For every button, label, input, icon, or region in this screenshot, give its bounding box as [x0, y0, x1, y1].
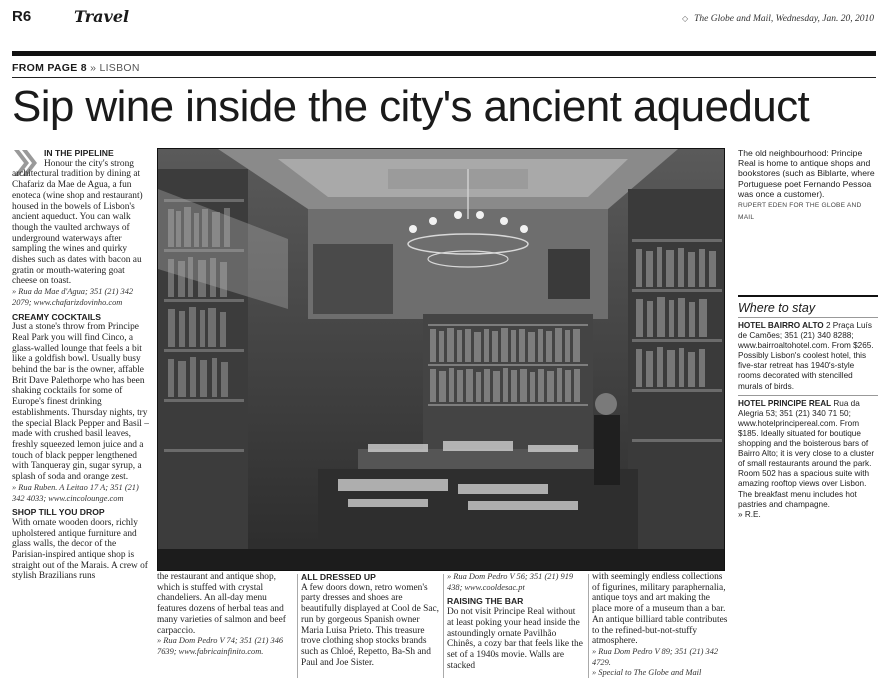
info-cinco: » Rua Ruben. A Leitao 17 A; 351 (21) 342 4033; www.cincolounge.com — [12, 482, 139, 503]
info-cool-de-sac: » Rua Dom Pedro V 56; 351 (21) 919 438; www.cooldesac.pt — [447, 572, 574, 592]
kicker-from: FROM PAGE 8 — [12, 62, 87, 74]
where-to-stay-title: Where to stay — [738, 301, 816, 315]
article-column-4 — [447, 572, 584, 680]
paragraph-bar: Do not visit Principe Real without at least poking your head inside the astoundingly ornate Pavilhão Chinês, a cozy bar that feels like the set of a 1940s movie. Walls are stacked — [447, 607, 583, 671]
subhead-in-the-pipeline: IN THE PIPELINE — [44, 148, 114, 158]
info-fabrica: » Rua Dom Pedro V 74; 351 (21) 346 7639; www.fabricainfinito.com. — [157, 636, 284, 656]
column-divider — [588, 574, 589, 678]
info-pavilhao: » Rua Dom Pedro V 89; 351 (21) 342 4729. — [592, 646, 719, 667]
section-name: Travel — [74, 7, 130, 26]
where-to-stay-column — [738, 317, 878, 679]
article-column-3 — [301, 572, 440, 680]
article-column-2 — [157, 572, 293, 680]
masthead-text: The Globe and Mail, Wednesday, Jan. 20, 2010 — [694, 14, 874, 24]
info-chafariz: » Rua da Mae d'Agua; 351 (21) 342 2079; www.chafarizdovinho.com — [12, 287, 134, 307]
paragraph-shop: With ornate wooden doors, richly upholstered antique furniture and glass walls, the decor of the Parisian-inspired antique shop is straight out of the Marais. A crew of stylish Brazilians runs — [12, 517, 148, 582]
where-to-stay-rule — [738, 295, 878, 297]
paragraph-cocktails: Just a stone's throw from Principe Real Park you will find Cinco, a glass-walled lounge that feels a bit like a goldfish bowl. Usually busy behind the bar is the owner, affable Brit Dave Palethorpe who has been shaking cocktails for some of Europe's finest drinking establishments. Thursday nights, try the special Black Pepper and Basil – made with crushed basil leaves, freshly squeezed lemon juice and a touch of black pepper lengthened with Tanqueray gin, sugar syrup, a splash of soda and orange zest. — [12, 322, 149, 483]
article-signoff: » Special to The Globe and Mail — [592, 668, 702, 678]
subhead-all-dressed-up: ALL DRESSED UP — [301, 572, 376, 582]
kicker-rule — [12, 77, 876, 78]
subhead-creamy-cocktails: CREAMY COCKTAILS — [12, 311, 101, 322]
caption-text: The old neighbourhood: Principe Real is home to antique shops and bookstores (such as Biblarte, where Portuguese poet Fernando Pessoa was once a customer). — [738, 148, 875, 199]
headline: Sip wine inside the city's ancient aqueduct — [12, 82, 810, 131]
hotel-name: HOTEL BAIRRO ALTO — [738, 321, 824, 330]
paragraph-dresses: A few doors down, retro women's party dresses and shoes are beautifully displayed at Cool de Sac, run by gorgeous Spanish owner Maria Luisa Prieto. This treasure trove clothing shop stocks brands such as Chloé, Repetto, Ba-Sh and Paul and Joe Sister. — [301, 582, 439, 668]
page-number: R6 — [12, 8, 32, 25]
hotel-details: 2 Praça Luís de Camões; 351 (21) 340 8288; www.bairroaltohotel.com. From $265. Possibly Lisbon's coolest hotel, this five-star retreat has 1940's-style rooms decorated with stencilled murals of birds. — [738, 321, 874, 391]
hotel-name: HOTEL PRINCIPE REAL — [738, 398, 832, 408]
divider — [738, 317, 878, 318]
paragraph-antique-shop: the restaurant and antique shop, which is stuffed with crystal chandeliers. An all-day menu features dozens of herbal teas and many varieties of salmon and beef carpaccio. — [157, 572, 286, 636]
photo-caption — [738, 148, 878, 223]
bookshop-illustration — [158, 149, 725, 571]
hotel-details: Rua da Alegria 53; 351 (21) 340 71 50; www.hotelprincipereal.com. From $185. Ideally situated for boutique shopping and the boisterous bars of Bairro Alto; it is very close to a cluster of small restaurants around the park. Room 502 has a spacious suite with amazing rooftop views over Lisbon. The breakfast menu includes hot pastries and champagne. — [738, 398, 875, 509]
kicker-place: » LISBON — [86, 62, 140, 74]
bullet-icon: ◇ — [681, 14, 689, 23]
kicker — [12, 62, 140, 74]
paragraph-pipeline: Honour the city's strong architectural tradition by dining at Chafariz da Mae de Agua, a fun enoteca (wine shop and restaurant) housed in the bowels of Lisbon's ancient aqueduct. You can walk though the vaulted archways of underground waterways after sampling the wines and quirky dishes such as dates with bacon au gratin or mouth-watering goat cheese on toast. — [12, 158, 143, 287]
subhead-shop-till-you-drop: SHOP TILL YOU DROP — [12, 507, 105, 518]
paragraph-collections: with seemingly endless collections of figurines, military paraphernalia, antique toys and art making the place more of a museum than a bar. An antique billiard table contributes to the refined-but-not-stuffy atmosphere. — [592, 572, 728, 647]
subhead-raising-the-bar: RAISING THE BAR — [447, 596, 524, 607]
hotel-bairro-alto — [738, 321, 878, 392]
bookshop-photo — [157, 148, 725, 571]
masthead — [682, 14, 874, 24]
byline-initials: » R.E. — [738, 509, 761, 519]
divider — [738, 395, 878, 396]
hotel-principe-real — [738, 399, 878, 510]
photo-credit: RUPERT EDEN FOR THE GLOBE AND MAIL — [738, 202, 862, 222]
article-column-5 — [592, 572, 728, 680]
header-rule — [12, 51, 876, 56]
article-column-1 — [12, 148, 151, 678]
column-divider — [443, 574, 444, 678]
column-divider — [297, 574, 298, 678]
